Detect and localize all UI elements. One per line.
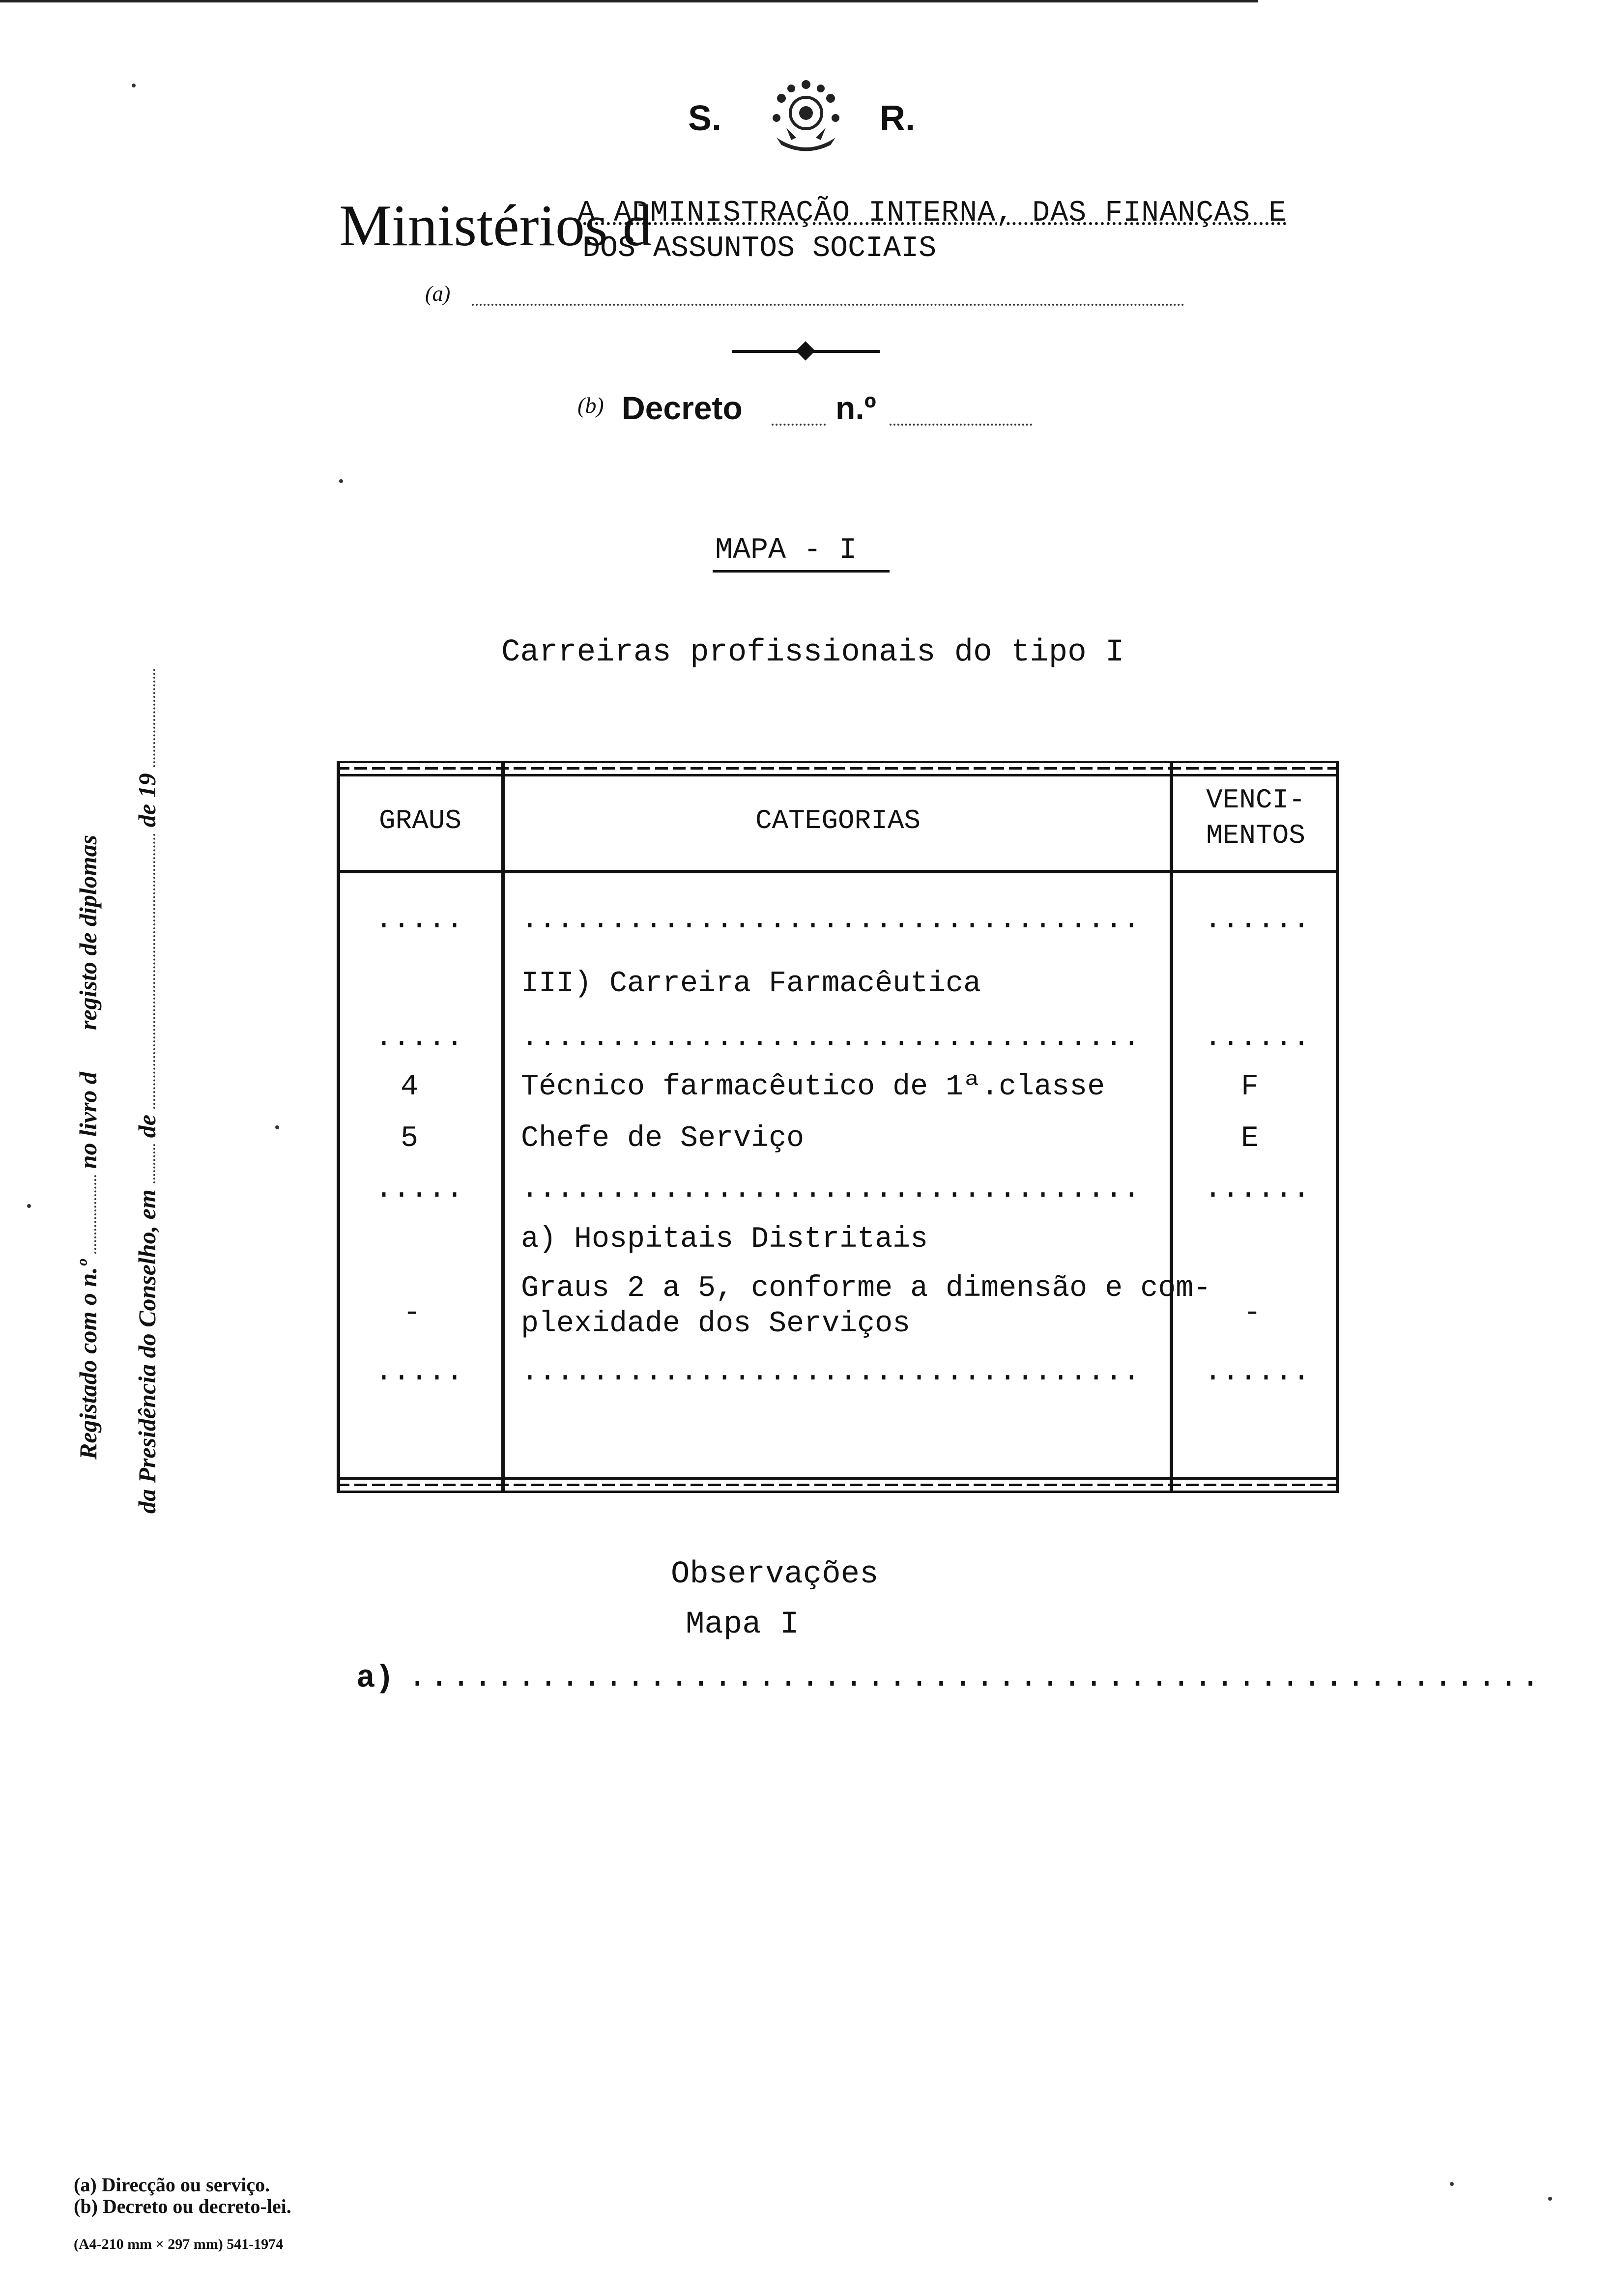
row-grau: 5 [401, 1122, 419, 1155]
numero-label: n.º [835, 390, 876, 426]
dots-graus: ..... [375, 1355, 464, 1389]
row-categoria: a) Hospitais Distritais [521, 1223, 928, 1256]
dots-vencimentos: ...... [1204, 1355, 1311, 1389]
dots-graus: ..... [375, 1021, 464, 1055]
dots-vencimentos: ...... [1204, 903, 1311, 937]
header-graus: GRAUS [378, 805, 462, 836]
header-vencimentos-1: VENCI- [1206, 784, 1305, 816]
dots-categorias: ................................... [521, 903, 1141, 937]
ministry-title: Ministérios d [339, 193, 652, 258]
table-top-border [337, 761, 1339, 776]
dots-vencimentos: ...... [1204, 1173, 1311, 1206]
decreto-label: Decreto [622, 390, 743, 426]
scan-speck [132, 84, 136, 87]
dots-categorias: ................................... [521, 1355, 1141, 1389]
side-note-livro: no livro d [74, 1072, 102, 1169]
scan-speck [1450, 2182, 1454, 2186]
row-vencimento: E [1241, 1122, 1259, 1155]
top-edge-line [0, 0, 1258, 2]
side-note-registo: registo de diplomas [74, 834, 102, 1031]
footnote-a: (a) Direcção ou serviço. [74, 2174, 270, 2196]
row-categoria-line1: Graus 2 a 5, conforme a dimensão e com- [521, 1272, 1211, 1305]
side-note-presidencia: da Presidência do Conselho, em [133, 1189, 161, 1514]
field-a-blank [472, 304, 1184, 306]
row-grau: - [403, 1296, 421, 1330]
decreto-blank [772, 424, 826, 426]
ministry-names-line2: DOS ASSUNTOS SOCIAIS [582, 232, 937, 265]
side-note-blank [153, 833, 155, 1109]
map-title-underline [713, 570, 890, 573]
table-bottom-border [337, 1477, 1339, 1493]
field-a-label: (a) [425, 282, 451, 306]
row-categoria-line2: plexidade dos Serviços [521, 1307, 911, 1341]
careers-table [337, 761, 1339, 1493]
row-categoria: Técnico farmacêutico de 1ª.classe [521, 1070, 1105, 1104]
side-note-line1 [74, 835, 102, 1460]
side-note-line2 [133, 669, 161, 1514]
header-vencimentos-2: MENTOS [1206, 820, 1305, 851]
form-identifier: (A4-210 mm × 297 mm) 541-1974 [74, 2236, 284, 2252]
observations-subtitle: Mapa I [686, 1607, 799, 1642]
observation-a-label: a) [356, 1661, 394, 1696]
header-categorias: CATEGORIAS [755, 805, 921, 836]
side-note-blank [94, 1175, 96, 1254]
scan-speck [275, 1125, 279, 1129]
row-grau: 4 [401, 1070, 419, 1104]
row-categoria: III) Carreira Farmacêutica [521, 967, 981, 1001]
sr-right: R. [880, 99, 915, 138]
dots-graus: ..... [375, 1173, 464, 1206]
side-note-registado: Registado com o n.º [74, 1260, 102, 1460]
side-note-year: de 19 [133, 773, 161, 828]
side-note-blank [153, 1144, 155, 1183]
dots-categorias: ................................... [521, 1173, 1141, 1206]
row-vencimento: F [1241, 1070, 1259, 1104]
coat-of-arms-icon [762, 79, 850, 157]
scan-speck [1548, 2197, 1552, 2201]
sr-left: S. [688, 99, 722, 138]
side-note-de: de [133, 1115, 161, 1138]
side-note-blank [153, 669, 155, 767]
footnote-b: (b) Decreto ou decreto-lei. [74, 2195, 291, 2217]
observations-title: Observações [671, 1557, 879, 1592]
dots-vencimentos: ...... [1204, 1021, 1311, 1055]
row-vencimento: - [1243, 1296, 1262, 1330]
observation-a-blank: .................................................... [408, 1660, 1543, 1695]
row-categoria: Chefe de Serviço [521, 1122, 805, 1155]
ministry-names: A ADMINISTRAÇÃO INTERNA, DAS FINANÇAS E [577, 197, 1287, 230]
map-title: MAPA - I [715, 534, 857, 567]
scan-speck [339, 479, 343, 483]
field-b-label: (b) [577, 393, 604, 418]
map-subtitle: Carreiras profissionais do tipo I [501, 635, 1124, 670]
dots-graus: ..... [375, 903, 464, 937]
table-header-divider [337, 870, 1339, 873]
scan-speck [27, 1204, 31, 1208]
dots-categorias: ................................... [521, 1021, 1141, 1055]
numero-blank [890, 424, 1032, 426]
divider-diamond-icon [796, 341, 815, 361]
